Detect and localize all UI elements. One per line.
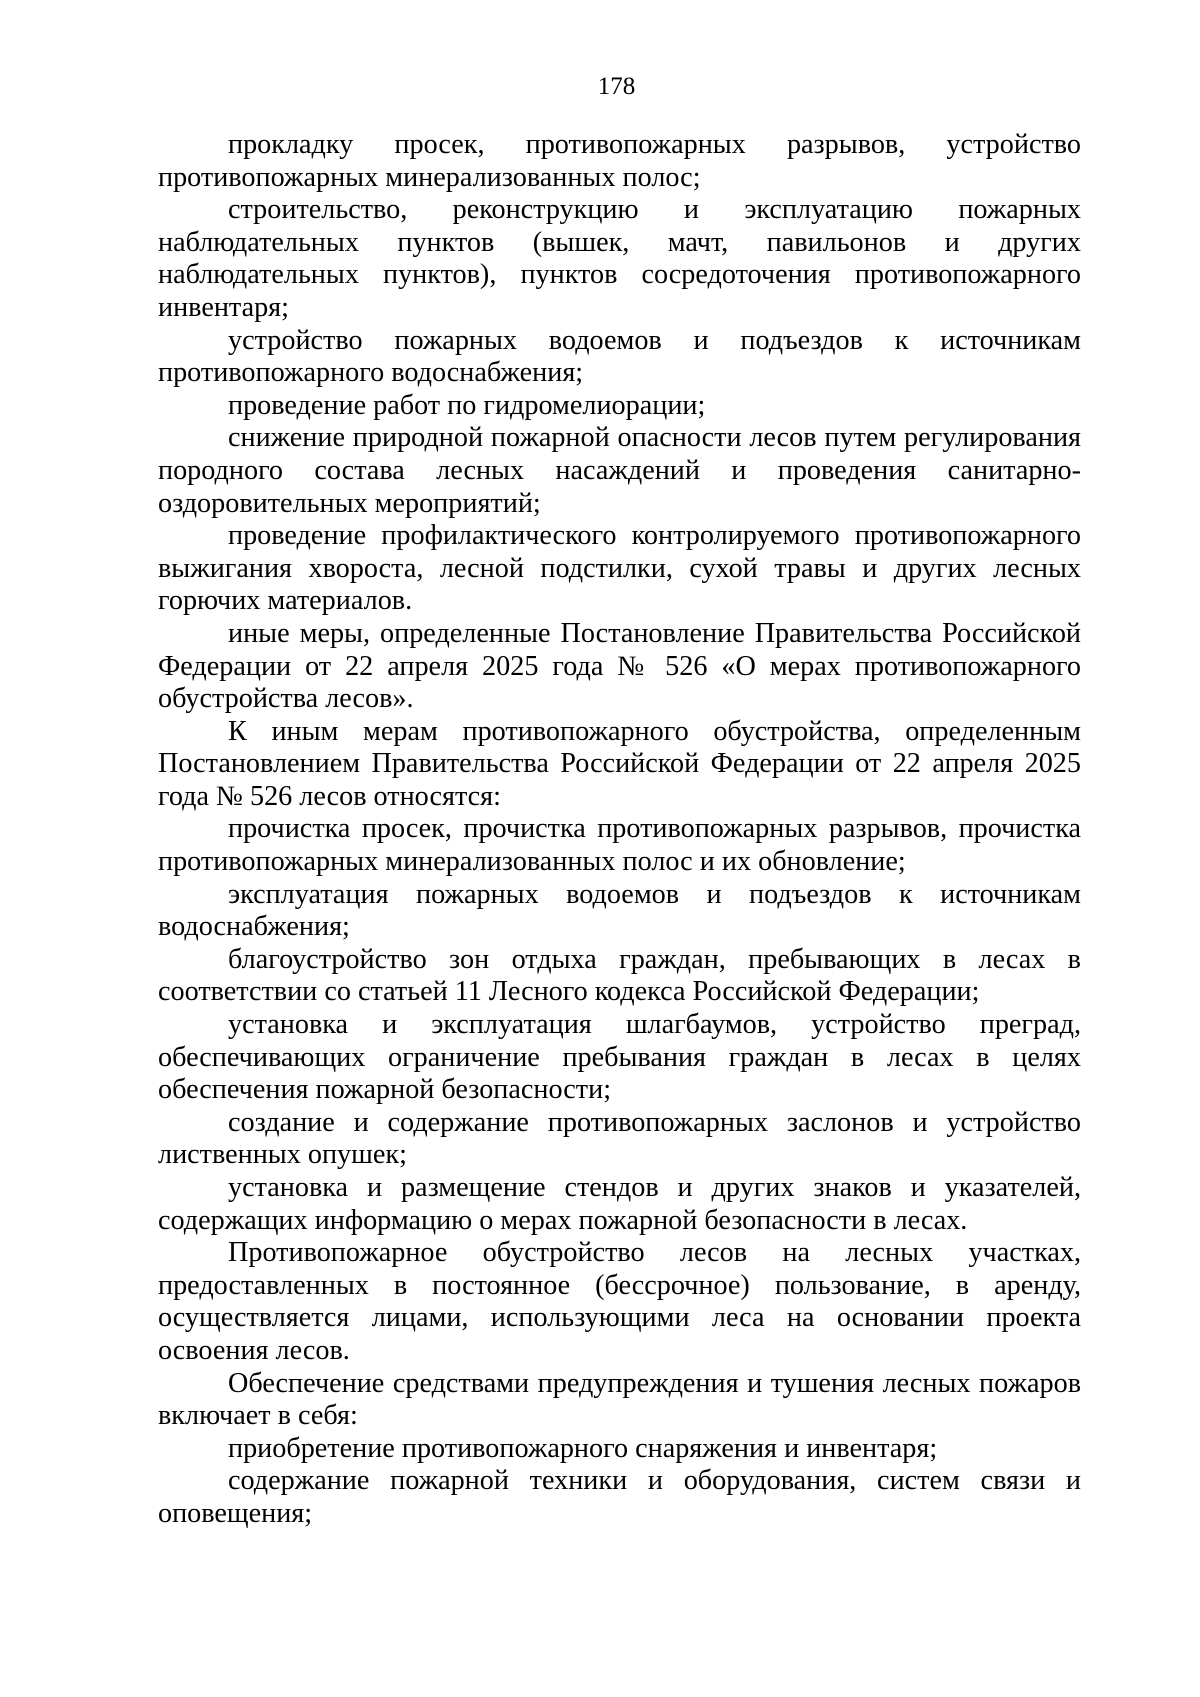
paragraph: Обеспечение средствами предупреждения и тушения лесных пожаров включает в себя:: [158, 1367, 1081, 1432]
paragraph: содержание пожарной техники и оборудования, систем связи и оповещения;: [158, 1465, 1081, 1529]
page-number: 178: [597, 73, 636, 100]
paragraph: снижение природной пожарной опасности лесов путем регулирования породного состава лесных насаждений и проведения санитарно-оздоровительных мероприятий;: [158, 422, 1081, 519]
paragraph: Противопожарное обустройство лесов на лесных участках, предоставленных в постоянное (бессрочное) пользование, в аренду, осуществляется лицами, использующими леса на основании проекта освоения лесов.: [158, 1237, 1081, 1366]
paragraph: проведение работ по гидромелиорации;: [228, 389, 706, 421]
paragraph: благоустройство зон отдыха граждан, пребывающих в лесах в соответствии со статьей 11 Лесного кодекса Российской Федерации;: [158, 943, 1081, 1008]
paragraph: приобретение противопожарного снаряжения и инвентаря;: [228, 1432, 938, 1464]
paragraph: прочистка просек, прочистка противопожарных разрывов, прочистка противопожарных минерализованных полос и их обновление;: [158, 813, 1081, 878]
paragraph: прокладку просек, противопожарных разрывов, устройство противопожарных минерализованных полос;: [158, 129, 1081, 193]
paragraph: создание и содержание противопожарных заслонов и устройство лиственных опушек;: [158, 1106, 1081, 1171]
paragraph: установка и размещение стендов и других знаков и указателей, содержащих информацию о мерах пожарной безопасности в лесах.: [158, 1172, 1081, 1236]
paragraph: К иным мерам противопожарного обустройства, определенным Постановлением Правительства Российской Федерации от 22 апреля 2025 года № 526 лесов относятся:: [158, 715, 1081, 812]
paragraph: проведение профилактического контролируемого противопожарного выжигания хвороста, лесной подстилки, сухой травы и других лесных горючих материалов.: [158, 520, 1081, 617]
paragraph: установка и эксплуатация шлагбаумов, устройство преград, обеспечивающих ограничение пребывания граждан в лесах в целях обеспечения пожарной безопасности;: [158, 1009, 1081, 1106]
paragraph: устройство пожарных водоемов и подъездов к источникам противопожарного водоснабжения;: [158, 324, 1081, 389]
paragraph: строительство, реконструкцию и эксплуатацию пожарных наблюдательных пунктов (вышек, мачт, павильонов и других наблюдательных пунктов), пунктов сосредоточения противопожарного инвентаря;: [158, 194, 1081, 323]
paragraph: иные меры, определенные Постановление Правительства Российской Федерации от 22 апреля 2025 года № 526 «О мерах противопожарного обустройства лесов».: [158, 617, 1081, 715]
paragraph: эксплуатация пожарных водоемов и подъездов к источникам водоснабжения;: [158, 878, 1081, 943]
body-text: [158, 129, 1081, 1531]
